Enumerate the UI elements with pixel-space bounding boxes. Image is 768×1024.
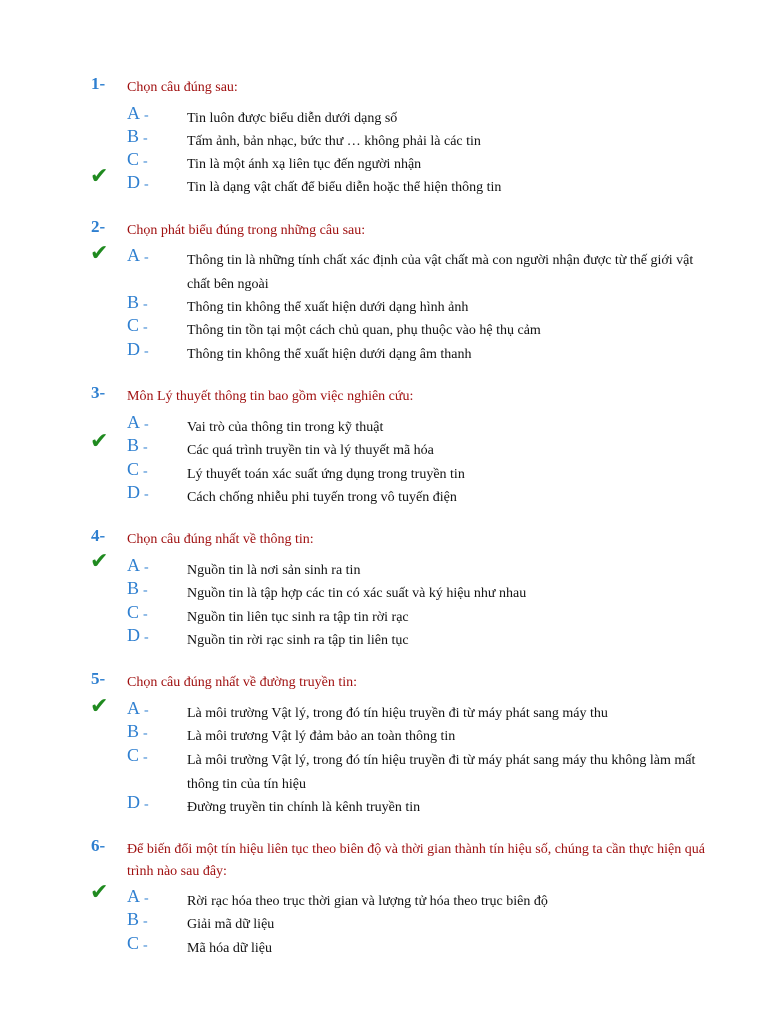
question-number: 2- [91,217,106,236]
option-letter: B - [127,721,148,741]
question-text: Chọn câu đúng sau: [127,80,238,95]
option-letter: B - [127,126,148,146]
check-icon: ✔ [90,549,109,574]
question-text: Chọn câu đúng nhất về đường truyền tin: [127,675,358,690]
option-text: Thông tin là những tính chất xác định của vật chất mà con người nhận được từ thế giới vật chất bên ngoài [187,253,694,292]
option-letter: B - [127,909,148,929]
option-letter: C - [127,149,148,169]
option-letter: D - [127,339,149,359]
option-text: Là môi trường Vật lý, trong đó tín hiệu truyền đi từ máy phát sang máy thu [187,706,608,721]
option-text: Nguồn tin rời rạc sinh ra tập tin liên tục [187,633,409,648]
question-number: 1- [91,74,106,93]
option-letter: C - [127,459,148,479]
check-icon: ✔ [90,241,109,266]
option-text: Là môi trương Vật lý đảm bảo an toàn thông tin [187,729,456,744]
option-text: Là môi trường Vật lý, trong đó tín hiệu truyền đi từ máy phát sang máy thu không làm mất thông tin của tín hiệu [187,753,696,792]
check-icon: ✔ [90,429,109,454]
option-text: Cách chống nhiễu phi tuyến trong vô tuyến điện [187,490,457,505]
option-text: Giải mã dữ liệu [187,917,275,932]
check-icon: ✔ [90,164,109,189]
option-letter: A - [127,245,149,265]
question-number: 3- [91,383,106,402]
check-icon: ✔ [90,880,109,905]
option-text: Thông tin tồn tại một cách chủ quan, phụ thuộc vào hệ thụ cảm [187,323,541,338]
option-letter: D - [127,172,149,192]
option-text: Rời rạc hóa theo trục thời gian và lượng tử hóa theo trục biên độ [187,894,548,909]
option-text: Tin luôn được biểu diễn dưới dạng số [187,111,398,126]
question-text: Chọn câu đúng nhất về thông tin: [127,532,314,547]
question-text: Chọn phát biểu đúng trong những câu sau: [127,223,366,238]
option-letter: A - [127,698,149,718]
question-number: 4- [91,526,106,545]
option-letter: A - [127,412,149,432]
option-letter: D - [127,792,149,812]
option-text: Lý thuyết toán xác suất ứng dụng trong truyền tin [187,467,465,482]
option-text: Tin là một ánh xạ liên tục đến người nhận [187,157,422,172]
option-letter: A - [127,886,149,906]
option-text: Đường truyền tin chính là kênh truyền tin [187,800,421,815]
option-text: Tin là dạng vật chất để biểu diễn hoặc thể hiện thông tin [187,180,502,195]
option-text: Nguồn tin là tập hợp các tin có xác suất và ký hiệu như nhau [187,586,527,601]
option-letter: D - [127,482,149,502]
question-number: 5- [91,669,106,688]
option-text: Các quá trình truyền tin và lý thuyết mã hóa [187,443,434,458]
option-text: Nguồn tin liên tục sinh ra tập tin rời rạc [187,610,409,625]
question-text: Môn Lý thuyết thông tin bao gồm việc nghiên cứu: [127,389,414,404]
option-letter: C - [127,315,148,335]
option-letter: B - [127,578,148,598]
option-text: Nguồn tin là nơi sản sinh ra tin [187,563,361,578]
option-letter: D - [127,625,149,645]
option-letter: A - [127,103,149,123]
option-letter: B - [127,292,148,312]
check-icon: ✔ [90,694,109,719]
option-text: Vai trò của thông tin trong kỹ thuật [187,420,384,435]
question-text: Để biến đổi một tín hiệu liên tục theo biên độ và thời gian thành tín hiệu số, chúng ta cần thực hiện quá trình nào sau đây: [127,842,705,879]
option-letter: B - [127,435,148,455]
option-text: Mã hóa dữ liệu [187,941,272,956]
option-text: Thông tin không thể xuất hiện dưới dạng âm thanh [187,347,472,362]
option-letter: C - [127,602,148,622]
option-text: Thông tin không thể xuất hiện dưới dạng hình ảnh [187,300,469,315]
option-letter: C - [127,933,148,953]
question-number: 6- [91,836,106,855]
option-letter: A - [127,555,149,575]
option-text: Tấm ảnh, bản nhạc, bức thư … không phải là các tin [187,134,481,149]
option-letter: C - [127,745,148,765]
